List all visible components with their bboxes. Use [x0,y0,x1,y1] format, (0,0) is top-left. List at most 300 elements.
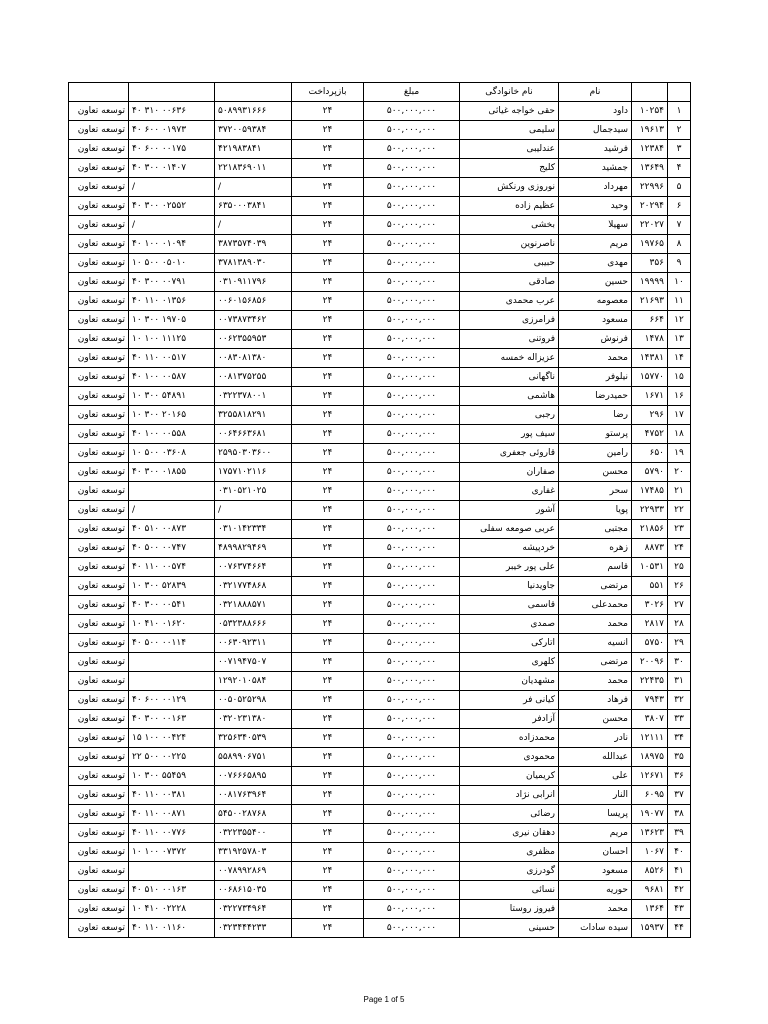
cell-row-number: ۳۶ [668,767,691,786]
cell-first-name: حمیدرضا [559,387,632,406]
cell-national-id: ۰۰۷۱۹۴۷۵۰۷ [215,653,292,672]
cell-last-name: مشهدیان [460,672,559,691]
cell-national-id: ۰۰۶۴۶۶۳۶۸۱ [215,425,292,444]
cell-account-number: ۴۰ ۶۰۰ ۰۰۱۷۵ [129,140,215,159]
cell-bank: توسعه تعاون [69,102,129,121]
cell-amount: ۵۰۰,۰۰۰,۰۰۰ [364,444,460,463]
cell-national-id: ۴۲۱۹۸۳۸۴۱ [215,140,292,159]
cell-account-number: ۱۰ ۳۰۰ ۲۰۱۶۵ [129,406,215,425]
table-row [69,653,691,672]
cell-repayment: ۲۴ [292,406,364,425]
cell-member-code: ۱۰۵۳۱ [632,558,668,577]
cell-last-name: غفاری [460,482,559,501]
cell-first-name: علی [559,767,632,786]
cell-repayment: ۲۴ [292,748,364,767]
cell-last-name: دهقان نیری [460,824,559,843]
cell-last-name: عندلیبی [460,140,559,159]
cell-row-number: ۱۵ [668,368,691,387]
cell-account-number: ۴۰ ۳۰۰ ۰۰۱۶۳ [129,710,215,729]
table-row [69,539,691,558]
cell-national-id: ۰۳۱۰۱۴۲۳۳۴ [215,520,292,539]
cell-national-id: ۰۰۶۳۰۹۲۳۱۱ [215,634,292,653]
cell-first-name: مرتضی [559,577,632,596]
cell-account-number: ۴۰ ۳۱۰ ۰۰۶۳۶ [129,102,215,121]
header-member-code [632,83,668,102]
cell-account-number: ۱۰ ۴۱۰ ۰۱۶۲۰ [129,615,215,634]
cell-first-name: مریم [559,235,632,254]
table-row [69,235,691,254]
cell-bank: توسعه تعاون [69,824,129,843]
cell-row-number: ۸ [668,235,691,254]
cell-bank: توسعه تعاون [69,748,129,767]
cell-account-number: ۱۰ ۴۱۰ ۰۲۲۲۸ [129,900,215,919]
cell-repayment: ۲۴ [292,501,364,520]
table-row [69,121,691,140]
cell-row-number: ۳ [668,140,691,159]
table-row [69,862,691,881]
table-row [69,729,691,748]
cell-repayment: ۲۴ [292,900,364,919]
cell-account-number: ۴۰ ۱۱۰ ۰۰۵۱۷ [129,349,215,368]
table-row [69,140,691,159]
cell-member-code: ۲۲۰۲۷ [632,216,668,235]
cell-bank: توسعه تعاون [69,862,129,881]
cell-row-number: ۱ [668,102,691,121]
table-row [69,178,691,197]
cell-last-name: قاسمی [460,596,559,615]
header-repayment: بازپرداخت [292,83,364,102]
cell-national-id: ۳۲۵۵۸۱۸۲۹۱ [215,406,292,425]
cell-member-code: ۵۷۹۰ [632,463,668,482]
cell-repayment: ۲۴ [292,463,364,482]
cell-amount: ۵۰۰,۰۰۰,۰۰۰ [364,140,460,159]
cell-member-code: ۱۶۷۱ [632,387,668,406]
cell-repayment: ۲۴ [292,786,364,805]
cell-first-name: حوریه [559,881,632,900]
cell-member-code: ۱۴۳۸۱ [632,349,668,368]
cell-account-number: ۴۰ ۱۱۰ ۰۰۷۷۶ [129,824,215,843]
cell-row-number: ۱۶ [668,387,691,406]
cell-national-id: ۰۳۲۳۴۴۴۲۳۳ [215,919,292,938]
cell-first-name: رامین [559,444,632,463]
cell-bank: توسعه تعاون [69,843,129,862]
cell-bank: توسعه تعاون [69,805,129,824]
cell-bank: توسعه تعاون [69,558,129,577]
cell-repayment: ۲۴ [292,729,364,748]
cell-account-number: ۱۰ ۵۰۰ ۰۵۰۱۰ [129,254,215,273]
cell-bank: توسعه تعاون [69,349,129,368]
cell-amount: ۵۰۰,۰۰۰,۰۰۰ [364,539,460,558]
cell-amount: ۵۰۰,۰۰۰,۰۰۰ [364,881,460,900]
cell-national-id: ۳۷۲۰۰۵۹۳۸۴ [215,121,292,140]
cell-bank: توسعه تعاون [69,710,129,729]
cell-bank: توسعه تعاون [69,330,129,349]
cell-bank: توسعه تعاون [69,463,129,482]
cell-national-id: ۰۳۲۲۳۷۸۰۰۱ [215,387,292,406]
table-row [69,501,691,520]
cell-bank: توسعه تعاون [69,235,129,254]
cell-national-id: ۳۲۵۶۳۴۰۵۳۹ [215,729,292,748]
cell-row-number: ۲۸ [668,615,691,634]
cell-row-number: ۱۴ [668,349,691,368]
cell-account-number: / [129,216,215,235]
cell-account-number [129,862,215,881]
cell-row-number: ۱۱ [668,292,691,311]
cell-amount: ۵۰۰,۰۰۰,۰۰۰ [364,843,460,862]
cell-first-name: محسن [559,463,632,482]
cell-first-name: قاسم [559,558,632,577]
cell-bank: توسعه تعاون [69,216,129,235]
cell-national-id: ۰۰۸۱۷۶۳۹۶۴ [215,786,292,805]
cell-row-number: ۵ [668,178,691,197]
cell-member-code: ۲۱۶۹۳ [632,292,668,311]
cell-member-code: ۳۰۲۶ [632,596,668,615]
cell-amount: ۵۰۰,۰۰۰,۰۰۰ [364,197,460,216]
cell-first-name: معصومه [559,292,632,311]
cell-last-name: کلیج [460,159,559,178]
cell-first-name: مسعود [559,862,632,881]
cell-member-code: ۱۰۲۵۴ [632,102,668,121]
cell-account-number: ۴۰ ۳۰۰ ۰۰۵۴۱ [129,596,215,615]
cell-row-number: ۲۲ [668,501,691,520]
cell-amount: ۵۰۰,۰۰۰,۰۰۰ [364,406,460,425]
cell-bank: توسعه تعاون [69,786,129,805]
table-row [69,615,691,634]
table-row [69,273,691,292]
cell-last-name: رضائی [460,805,559,824]
cell-first-name: فرهاد [559,691,632,710]
cell-first-name: انسیه [559,634,632,653]
cell-national-id: ۰۰۶۸۶۱۵۰۳۵ [215,881,292,900]
cell-first-name: محمدعلی [559,596,632,615]
cell-last-name: علی پور خیبر [460,558,559,577]
cell-last-name: کلهری [460,653,559,672]
cell-row-number: ۳۲ [668,691,691,710]
cell-bank: توسعه تعاون [69,577,129,596]
cell-amount: ۵۰۰,۰۰۰,۰۰۰ [364,653,460,672]
cell-national-id: ۳۷۸۱۳۸۹۰۳۰ [215,254,292,273]
cell-bank: توسعه تعاون [69,387,129,406]
cell-member-code: ۲۲۴۳۵ [632,672,668,691]
cell-repayment: ۲۴ [292,843,364,862]
cell-amount: ۵۰۰,۰۰۰,۰۰۰ [364,254,460,273]
cell-national-id: ۰۰۷۳۸۷۳۴۶۲ [215,311,292,330]
cell-first-name: جمشید [559,159,632,178]
cell-national-id: / [215,501,292,520]
cell-amount: ۵۰۰,۰۰۰,۰۰۰ [364,615,460,634]
cell-member-code: ۱۲۱۱۱ [632,729,668,748]
cell-account-number: ۴۰ ۶۰۰ ۰۰۱۲۹ [129,691,215,710]
cell-last-name: کریمیان [460,767,559,786]
cell-row-number: ۳۵ [668,748,691,767]
cell-member-code: ۱۵۹۳۷ [632,919,668,938]
cell-national-id: ۰۵۳۲۳۸۸۶۶۶ [215,615,292,634]
cell-bank: توسعه تعاون [69,539,129,558]
cell-member-code: ۲۲۹۹۶ [632,178,668,197]
cell-first-name: مجتبی [559,520,632,539]
cell-last-name: بخشی [460,216,559,235]
cell-account-number: ۴۰ ۳۰۰ ۰۱۸۵۵ [129,463,215,482]
cell-national-id: / [215,216,292,235]
cell-repayment: ۲۴ [292,368,364,387]
cell-member-code: ۱۷۴۸۵ [632,482,668,501]
cell-last-name: انرابی نژاد [460,786,559,805]
cell-amount: ۵۰۰,۰۰۰,۰۰۰ [364,159,460,178]
cell-member-code: ۲۰۰۹۶ [632,653,668,672]
cell-first-name: النار [559,786,632,805]
cell-national-id: ۲۵۹۵۰۳۰۳۶۰۰ [215,444,292,463]
cell-national-id: ۰۳۲۲۷۳۴۹۶۴ [215,900,292,919]
cell-last-name: جاویدنیا [460,577,559,596]
table-row [69,596,691,615]
cell-account-number: ۴۰ ۵۱۰ ۰۰۸۷۳ [129,520,215,539]
cell-account-number: ۴۰ ۵۰۰ ۰۰۷۴۷ [129,539,215,558]
cell-amount: ۵۰۰,۰۰۰,۰۰۰ [364,862,460,881]
table-row [69,691,691,710]
table-row [69,292,691,311]
cell-last-name: ناصرنوین [460,235,559,254]
cell-national-id: ۰۳۲۱۷۷۴۸۶۸ [215,577,292,596]
cell-last-name: ناگهانی [460,368,559,387]
header-first-name: نام [559,83,632,102]
cell-amount: ۵۰۰,۰۰۰,۰۰۰ [364,805,460,824]
table-header-row [69,83,691,102]
cell-first-name: پریسا [559,805,632,824]
table-row [69,843,691,862]
cell-first-name: پویا [559,501,632,520]
cell-member-code: ۶۰۹۵ [632,786,668,805]
cell-first-name: پرستو [559,425,632,444]
cell-amount: ۵۰۰,۰۰۰,۰۰۰ [364,710,460,729]
cell-account-number: ۴۰ ۵۱۰ ۰۰۱۶۳ [129,881,215,900]
cell-amount: ۵۰۰,۰۰۰,۰۰۰ [364,767,460,786]
header-amount: مبلغ [364,83,460,102]
cell-last-name: عزیزاله خمسه [460,349,559,368]
table-row [69,482,691,501]
cell-national-id: ۰۰۷۸۹۹۲۸۶۹ [215,862,292,881]
cell-amount: ۵۰۰,۰۰۰,۰۰۰ [364,235,460,254]
cell-repayment: ۲۴ [292,444,364,463]
cell-last-name: قاروئی جعفری [460,444,559,463]
cell-first-name: مرتضی [559,653,632,672]
cell-bank: توسعه تعاون [69,881,129,900]
cell-last-name: رجبی [460,406,559,425]
cell-repayment: ۲۴ [292,691,364,710]
cell-row-number: ۱۰ [668,273,691,292]
cell-repayment: ۲۴ [292,254,364,273]
cell-bank: توسعه تعاون [69,406,129,425]
cell-member-code: ۱۰۶۷ [632,843,668,862]
cell-bank: توسعه تعاون [69,919,129,938]
cell-last-name: آشور [460,501,559,520]
cell-repayment: ۲۴ [292,520,364,539]
cell-account-number: ۱۰ ۳۰۰ ۵۵۴۵۹ [129,767,215,786]
cell-row-number: ۲۴ [668,539,691,558]
cell-repayment: ۲۴ [292,140,364,159]
cell-last-name: محمدزاده [460,729,559,748]
cell-member-code: ۲۲۹۳۳ [632,501,668,520]
cell-row-number: ۴۰ [668,843,691,862]
cell-bank: توسعه تعاون [69,254,129,273]
cell-member-code: ۴۷۵۲ [632,425,668,444]
cell-repayment: ۲۴ [292,634,364,653]
cell-account-number: ۴۰ ۱۱۰ ۰۱۳۵۶ [129,292,215,311]
cell-amount: ۵۰۰,۰۰۰,۰۰۰ [364,121,460,140]
cell-first-name: فرنوش [559,330,632,349]
cell-member-code: ۲۸۱۷ [632,615,668,634]
cell-member-code: ۱۹۶۱۳ [632,121,668,140]
cell-member-code: ۲۰۲۹۴ [632,197,668,216]
cell-row-number: ۲۹ [668,634,691,653]
cell-repayment: ۲۴ [292,710,364,729]
cell-account-number: ۱۰ ۳۰۰ ۱۹۷۰۵ [129,311,215,330]
table-row [69,463,691,482]
cell-member-code: ۱۳۶۲۳ [632,824,668,843]
cell-account-number: ۴۰ ۳۰۰ ۰۱۴۰۷ [129,159,215,178]
cell-amount: ۵۰۰,۰۰۰,۰۰۰ [364,425,460,444]
cell-account-number: ۱۰ ۳۰۰ ۵۲۸۳۹ [129,577,215,596]
cell-first-name: محسن [559,710,632,729]
cell-member-code: ۱۹۷۶۵ [632,235,668,254]
cell-national-id: ۵۰۸۹۹۳۱۶۶۶ [215,102,292,121]
cell-last-name: عرب محمدی [460,292,559,311]
cell-member-code: ۷۹۴۳ [632,691,668,710]
header-national-id [215,83,292,102]
cell-amount: ۵۰۰,۰۰۰,۰۰۰ [364,463,460,482]
cell-amount: ۵۰۰,۰۰۰,۰۰۰ [364,786,460,805]
cell-row-number: ۱۸ [668,425,691,444]
cell-repayment: ۲۴ [292,767,364,786]
table-row [69,634,691,653]
cell-bank: توسعه تعاون [69,615,129,634]
cell-member-code: ۱۹۹۹۹ [632,273,668,292]
cell-row-number: ۴۴ [668,919,691,938]
cell-last-name: حسینی [460,919,559,938]
cell-last-name: سیف پور [460,425,559,444]
cell-national-id: ۶۳۵۰۰۰۳۸۴۱ [215,197,292,216]
cell-bank: توسعه تعاون [69,501,129,520]
cell-amount: ۵۰۰,۰۰۰,۰۰۰ [364,482,460,501]
table-row [69,311,691,330]
cell-account-number: ۴۰ ۱۱۰ ۰۰۸۷۱ [129,805,215,824]
cell-bank: توسعه تعاون [69,425,129,444]
cell-account-number: ۴۰ ۱۱۰ ۰۰۵۷۴ [129,558,215,577]
cell-national-id: ۵۵۸۹۹۰۶۷۵۱ [215,748,292,767]
cell-row-number: ۲۷ [668,596,691,615]
cell-amount: ۵۰۰,۰۰۰,۰۰۰ [364,216,460,235]
cell-national-id: ۰۰۸۱۳۷۵۲۵۵ [215,368,292,387]
table-row [69,672,691,691]
cell-repayment: ۲۴ [292,387,364,406]
table-row [69,520,691,539]
cell-national-id: ۰۰۶۰۱۵۶۸۵۶ [215,292,292,311]
cell-last-name: عربی صومعه سفلی [460,520,559,539]
cell-repayment: ۲۴ [292,330,364,349]
cell-row-number: ۶ [668,197,691,216]
cell-repayment: ۲۴ [292,311,364,330]
cell-amount: ۵۰۰,۰۰۰,۰۰۰ [364,824,460,843]
cell-bank: توسعه تعاون [69,311,129,330]
cell-first-name: محمد [559,672,632,691]
cell-last-name: نوروزی ورنکش [460,178,559,197]
cell-row-number: ۳۱ [668,672,691,691]
cell-bank: توسعه تعاون [69,691,129,710]
cell-repayment: ۲۴ [292,805,364,824]
cell-repayment: ۲۴ [292,425,364,444]
cell-account-number [129,653,215,672]
cell-first-name: نیلوفر [559,368,632,387]
cell-amount: ۵۰۰,۰۰۰,۰۰۰ [364,729,460,748]
cell-member-code: ۱۲۶۷۱ [632,767,668,786]
cell-account-number: ۱۵ ۱۰۰ ۰۰۴۲۴ [129,729,215,748]
cell-first-name: مسعود [559,311,632,330]
cell-repayment: ۲۴ [292,273,364,292]
cell-last-name: فرامرزی [460,311,559,330]
cell-national-id: ۰۰۷۶۶۶۵۸۹۵ [215,767,292,786]
cell-first-name: داود [559,102,632,121]
cell-first-name: محمد [559,349,632,368]
cell-account-number [129,672,215,691]
cell-row-number: ۳۷ [668,786,691,805]
table-row [69,710,691,729]
cell-member-code: ۱۲۳۸۴ [632,140,668,159]
cell-last-name: حبیبی [460,254,559,273]
cell-account-number: ۴۰ ۱۱۰ ۰۱۱۶۰ [129,919,215,938]
cell-national-id: ۰۰۷۶۳۷۴۶۶۴ [215,558,292,577]
cell-member-code: ۸۸۷۳ [632,539,668,558]
cell-national-id: ۵۴۵۰۰۲۸۷۶۸ [215,805,292,824]
cell-member-code: ۱۹۰۷۷ [632,805,668,824]
cell-national-id: ۰۳۱۰۹۱۱۷۹۶ [215,273,292,292]
cell-row-number: ۴۲ [668,881,691,900]
header-account-number [129,83,215,102]
table-row [69,577,691,596]
table-row [69,349,691,368]
cell-national-id: ۴۸۹۹۸۲۹۴۶۹ [215,539,292,558]
cell-first-name: مریم [559,824,632,843]
cell-account-number: ۱۰ ۱۰۰ ۰۷۳۷۲ [129,843,215,862]
cell-amount: ۵۰۰,۰۰۰,۰۰۰ [364,919,460,938]
cell-account-number: ۱۰ ۳۰۰ ۵۴۸۹۱ [129,387,215,406]
cell-member-code: ۵۷۵۰ [632,634,668,653]
cell-repayment: ۲۴ [292,615,364,634]
cell-repayment: ۲۴ [292,824,364,843]
cell-last-name: صمدی [460,615,559,634]
cell-repayment: ۲۴ [292,862,364,881]
table-row [69,368,691,387]
table-row [69,786,691,805]
cell-account-number: / [129,501,215,520]
cell-repayment: ۲۴ [292,197,364,216]
cell-repayment: ۲۴ [292,653,364,672]
cell-account-number: ۱۰ ۵۰۰ ۰۳۶۰۸ [129,444,215,463]
cell-bank: توسعه تعاون [69,159,129,178]
cell-repayment: ۲۴ [292,881,364,900]
cell-repayment: ۲۴ [292,672,364,691]
table-row [69,558,691,577]
cell-member-code: ۳۸۰۷ [632,710,668,729]
table-row [69,197,691,216]
cell-account-number: ۴۰ ۶۰۰ ۰۱۹۷۳ [129,121,215,140]
cell-repayment: ۲۴ [292,159,364,178]
cell-national-id: ۰۰۶۲۳۵۵۹۵۳ [215,330,292,349]
cell-first-name: احسان [559,843,632,862]
cell-repayment: ۲۴ [292,102,364,121]
table-row [69,748,691,767]
cell-national-id: ۳۸۷۳۵۷۴۰۳۹ [215,235,292,254]
header-row-number [668,83,691,102]
cell-row-number: ۹ [668,254,691,273]
